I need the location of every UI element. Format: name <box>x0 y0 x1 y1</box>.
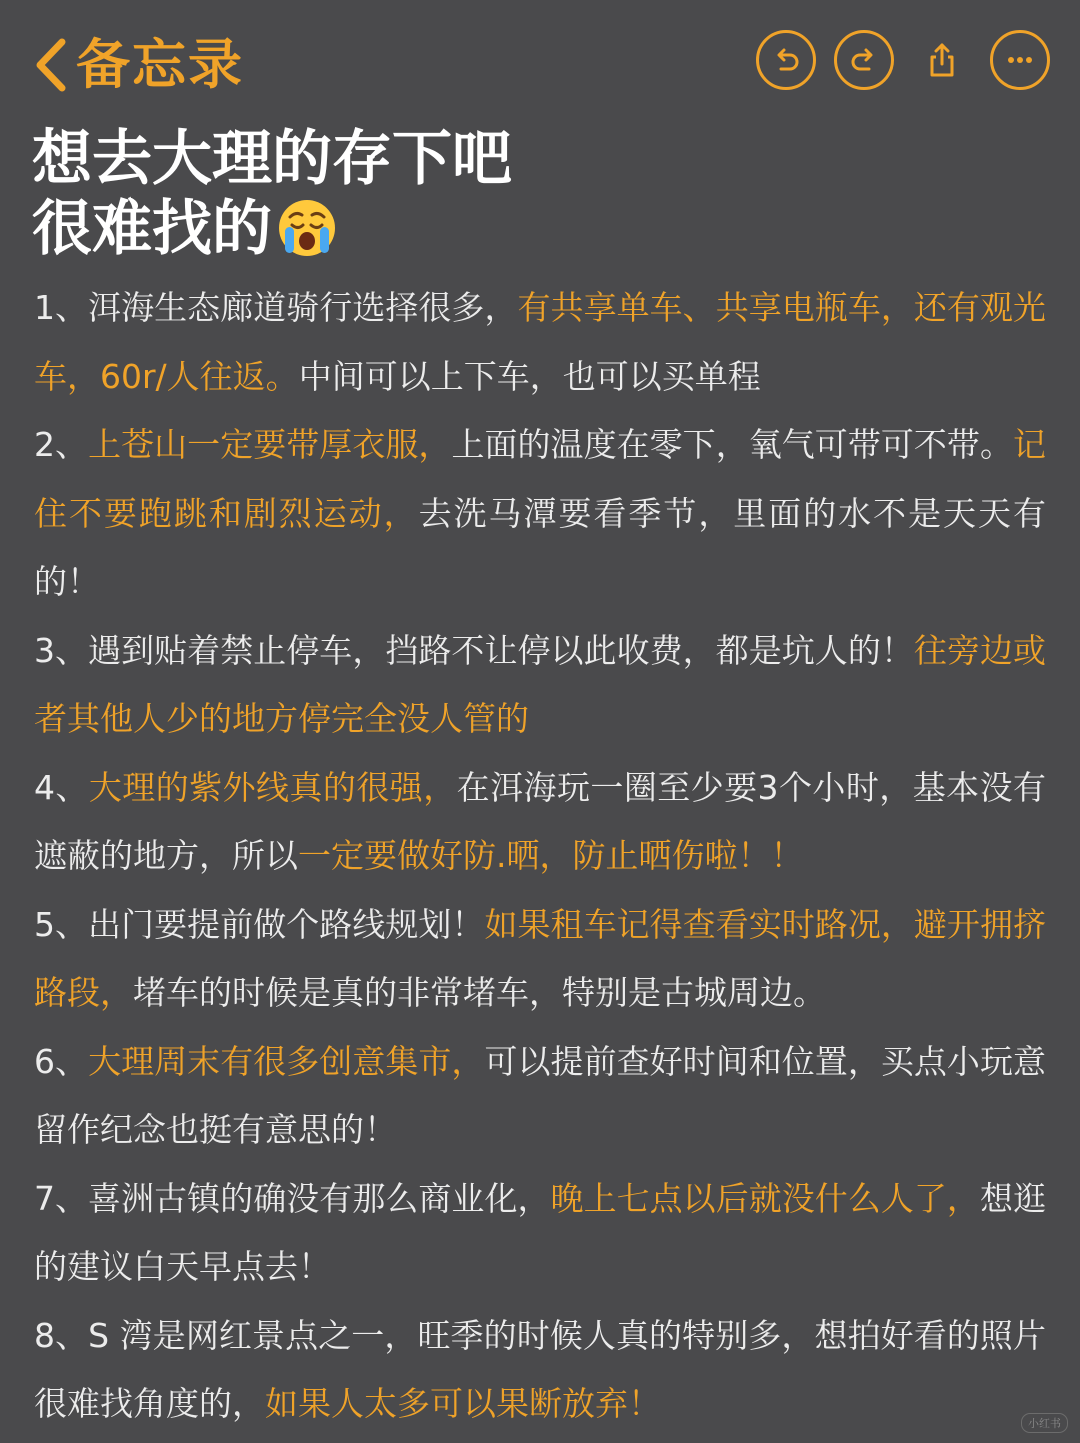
body-text: 中间可以上下车，也可以买单程 <box>298 356 761 396</box>
note-paragraph-6 <box>34 1028 1046 1165</box>
highlighted-text: 有共享单车、共享电瓶车，还有观光车，60r/人往返。 <box>34 288 1047 396</box>
body-text: 想逛的建议白天早点去！ <box>34 1178 1047 1286</box>
body-text: 去洗马潭要看季节，里面的水不是天天有的！ <box>34 493 1047 601</box>
chevron-left-icon <box>32 36 70 94</box>
undo-button[interactable] <box>756 30 816 90</box>
note-title-line-2 <box>32 194 1032 264</box>
redo-button[interactable] <box>834 30 894 90</box>
more-button[interactable] <box>990 30 1050 90</box>
body-text: 上面的温度在零下，氧气可带可不带。 <box>451 425 1014 464</box>
highlighted-text: 一定要做好防.晒，防止晒伤啦！！ <box>298 836 804 875</box>
watermark: 小红书 <box>1021 1413 1068 1433</box>
body-text: 可以提前查好时间和位置，买点小玩意留作纪念也挺有意思的！ <box>34 1041 1047 1149</box>
note-body[interactable] <box>34 274 1046 1439</box>
highlighted-text: 如果人太多可以果断放弃！ <box>265 1384 661 1423</box>
body-text: 7、喜洲古镇的确没有那么商业化， <box>34 1178 551 1218</box>
body-text: 4、 <box>34 767 89 807</box>
body-text: 6、 <box>34 1041 89 1081</box>
body-text: 8、S 湾是网红景点之一，旺季的时候人真的特别多，想拍好看的照片很难找角度的， <box>34 1315 1046 1423</box>
redo-icon <box>847 43 881 77</box>
more-icon <box>1003 43 1037 77</box>
body-text: 堵车的时候是真的非常堵车，特别是古城周边。 <box>133 973 826 1012</box>
note-title-line-1: 想去大理的存下吧 <box>32 124 512 194</box>
highlighted-text: 晚上七点以后就没什么人了， <box>550 1178 980 1218</box>
highlighted-text: 如果租车记得查看实时路况，避开拥挤路段， <box>34 904 1047 1012</box>
top-navigation-bar <box>0 0 1080 120</box>
crying-face-icon <box>276 197 338 259</box>
body-text: 1、洱海生态廊道骑行选择很多， <box>34 288 518 327</box>
back-button-label: 备忘录 <box>76 33 244 96</box>
body-text: 5、出门要提前做个路线规划！ <box>34 904 485 944</box>
back-button[interactable] <box>32 30 244 100</box>
highlighted-text: 大理的紫外线真的很强， <box>88 767 457 807</box>
undo-icon <box>769 43 803 77</box>
toolbar <box>756 30 1050 90</box>
note-title-line-2-text: 很难找的 <box>32 194 272 264</box>
note-paragraph-1 <box>34 274 1046 411</box>
body-text: 3、遇到贴着禁止停车，挡路不让停以此收费，都是坑人的！ <box>34 630 914 670</box>
highlighted-text: 上苍山一定要带厚衣服， <box>88 425 452 464</box>
note-paragraph-4 <box>34 754 1046 891</box>
body-text: 2、 <box>34 425 89 464</box>
highlighted-text: 大理周末有很多创意集市， <box>88 1041 485 1081</box>
highlighted-text: 往旁边或者其他人少的地方停完全没人管的 <box>34 630 1047 738</box>
note-paragraph-2 <box>34 411 1046 617</box>
note-paragraph-8 <box>34 1302 1046 1439</box>
share-button[interactable] <box>912 30 972 90</box>
note-paragraph-7 <box>34 1165 1046 1302</box>
share-icon <box>925 43 959 77</box>
body-text: 在洱海玩一圈至少要3个小时，基本没有遮蔽的地方，所以 <box>34 767 1047 875</box>
note-paragraph-3 <box>34 617 1046 754</box>
note-title <box>32 124 1032 264</box>
highlighted-text: 记住不要跑跳和剧烈运动， <box>34 425 1047 533</box>
note-paragraph-5 <box>34 891 1046 1028</box>
